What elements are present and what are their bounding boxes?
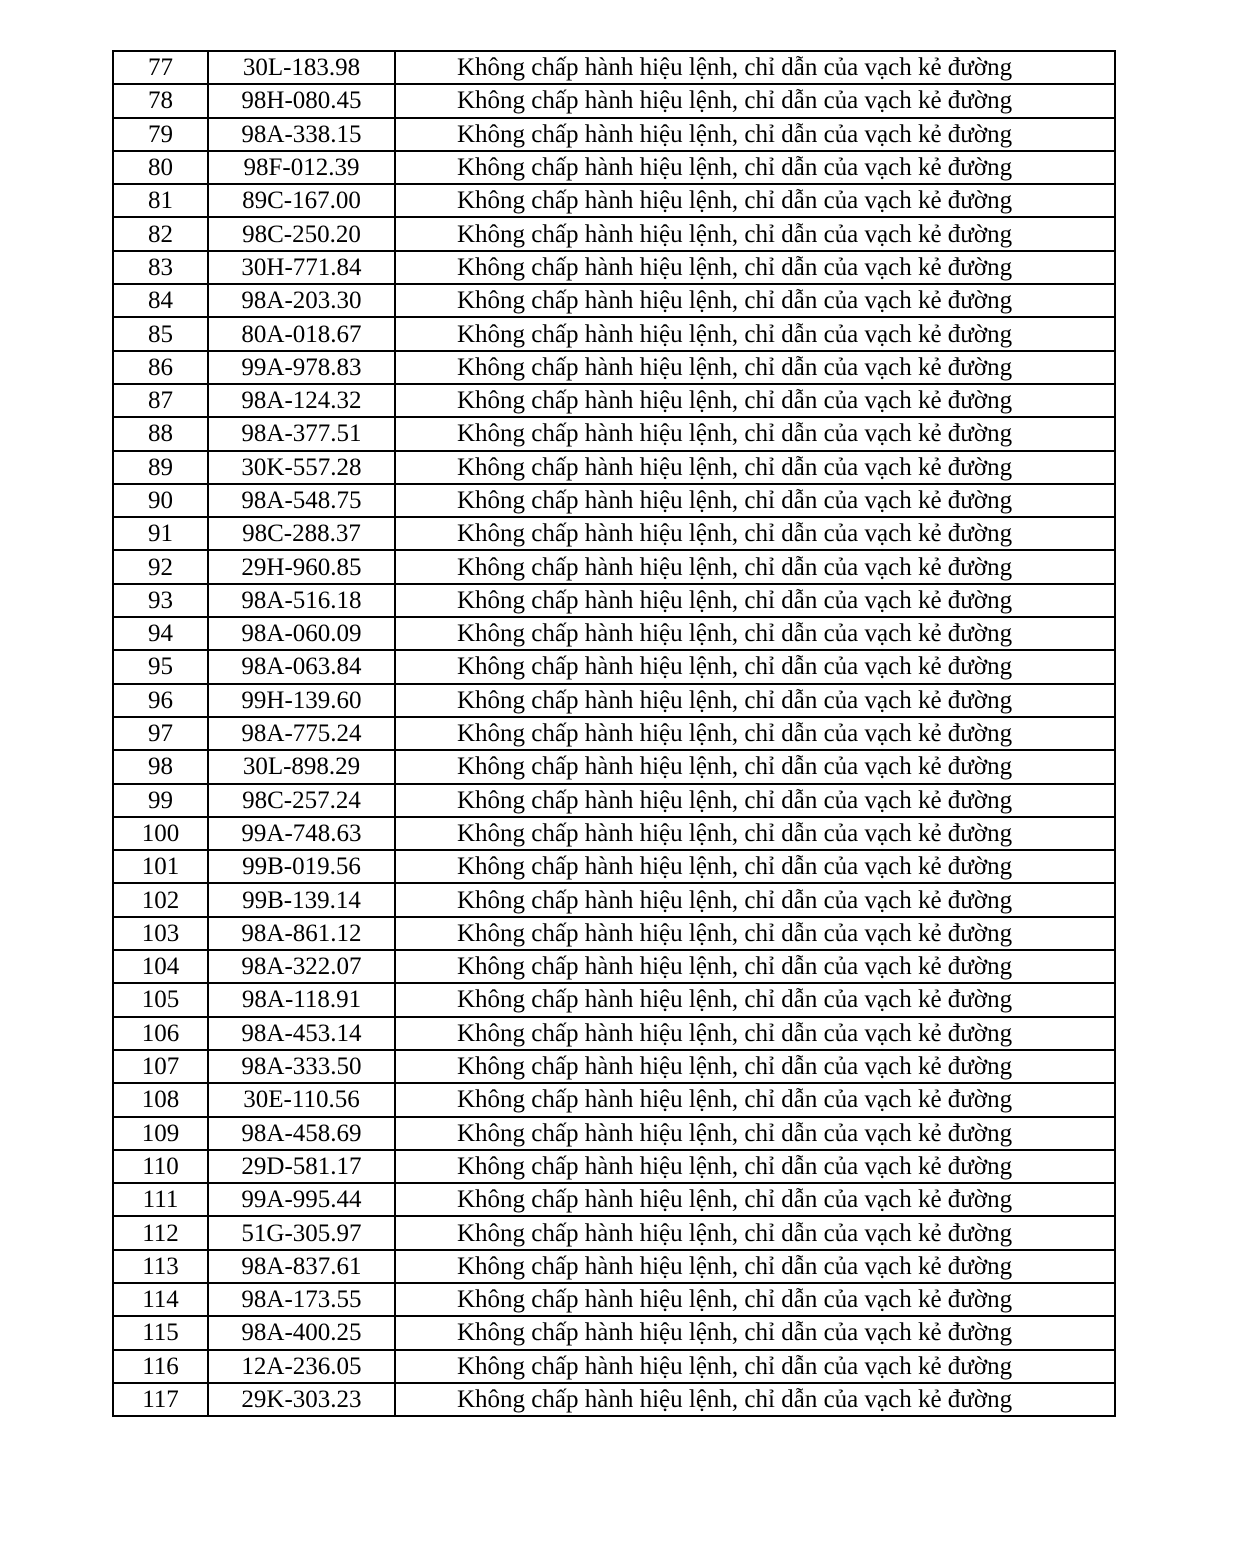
license-plate-cell: 98A-060.09 xyxy=(208,617,395,650)
violation-cell: Không chấp hành hiệu lệnh, chỉ dẫn của vạch kẻ đường xyxy=(395,1283,1115,1316)
row-number-cell: 113 xyxy=(113,1250,208,1283)
row-number-cell: 111 xyxy=(113,1183,208,1216)
license-plate-cell: 98A-861.12 xyxy=(208,917,395,950)
violation-cell: Không chấp hành hiệu lệnh, chỉ dẫn của vạch kẻ đường xyxy=(395,817,1115,850)
license-plate-cell: 98A-333.50 xyxy=(208,1050,395,1083)
license-plate-cell: 98C-288.37 xyxy=(208,517,395,550)
table-row xyxy=(113,1083,1115,1116)
row-number-cell: 117 xyxy=(113,1383,208,1416)
table-row xyxy=(113,817,1115,850)
table-row xyxy=(113,883,1115,916)
license-plate-cell: 98A-063.84 xyxy=(208,650,395,683)
violation-cell: Không chấp hành hiệu lệnh, chỉ dẫn của vạch kẻ đường xyxy=(395,584,1115,617)
row-number-cell: 99 xyxy=(113,784,208,817)
table-row xyxy=(113,517,1115,550)
row-number-cell: 95 xyxy=(113,650,208,683)
license-plate-cell: 99A-995.44 xyxy=(208,1183,395,1216)
row-number-cell: 107 xyxy=(113,1050,208,1083)
license-plate-cell: 98F-012.39 xyxy=(208,151,395,184)
violation-cell: Không chấp hành hiệu lệnh, chỉ dẫn của vạch kẻ đường xyxy=(395,51,1115,84)
row-number-cell: 116 xyxy=(113,1350,208,1383)
violation-cell: Không chấp hành hiệu lệnh, chỉ dẫn của vạch kẻ đường xyxy=(395,251,1115,284)
row-number-cell: 91 xyxy=(113,517,208,550)
violation-cell: Không chấp hành hiệu lệnh, chỉ dẫn của vạch kẻ đường xyxy=(395,917,1115,950)
violation-cell: Không chấp hành hiệu lệnh, chỉ dẫn của vạch kẻ đường xyxy=(395,517,1115,550)
violation-cell: Không chấp hành hiệu lệnh, chỉ dẫn của vạch kẻ đường xyxy=(395,550,1115,583)
license-plate-cell: 98A-453.14 xyxy=(208,1017,395,1050)
row-number-cell: 112 xyxy=(113,1216,208,1249)
table-row xyxy=(113,284,1115,317)
table-row xyxy=(113,650,1115,683)
table-row xyxy=(113,151,1115,184)
license-plate-cell: 30L-898.29 xyxy=(208,750,395,783)
license-plate-cell: 98A-124.32 xyxy=(208,384,395,417)
table-row xyxy=(113,351,1115,384)
license-plate-cell: 98A-203.30 xyxy=(208,284,395,317)
row-number-cell: 110 xyxy=(113,1150,208,1183)
table-row xyxy=(113,1017,1115,1050)
row-number-cell: 109 xyxy=(113,1117,208,1150)
license-plate-cell: 29D-581.17 xyxy=(208,1150,395,1183)
row-number-cell: 82 xyxy=(113,217,208,250)
license-plate-cell: 98A-775.24 xyxy=(208,717,395,750)
row-number-cell: 77 xyxy=(113,51,208,84)
row-number-cell: 103 xyxy=(113,917,208,950)
violation-cell: Không chấp hành hiệu lệnh, chỉ dẫn của vạch kẻ đường xyxy=(395,118,1115,151)
license-plate-cell: 98A-516.18 xyxy=(208,584,395,617)
violation-cell: Không chấp hành hiệu lệnh, chỉ dẫn của vạch kẻ đường xyxy=(395,384,1115,417)
violation-cell: Không chấp hành hiệu lệnh, chỉ dẫn của vạch kẻ đường xyxy=(395,1050,1115,1083)
license-plate-cell: 80A-018.67 xyxy=(208,317,395,350)
license-plate-cell: 98C-250.20 xyxy=(208,217,395,250)
violation-cell: Không chấp hành hiệu lệnh, chỉ dẫn của vạch kẻ đường xyxy=(395,217,1115,250)
violation-cell: Không chấp hành hiệu lệnh, chỉ dẫn của vạch kẻ đường xyxy=(395,184,1115,217)
violation-cell: Không chấp hành hiệu lệnh, chỉ dẫn của vạch kẻ đường xyxy=(395,1250,1115,1283)
row-number-cell: 101 xyxy=(113,850,208,883)
license-plate-cell: 98A-338.15 xyxy=(208,118,395,151)
violation-cell: Không chấp hành hiệu lệnh, chỉ dẫn của vạch kẻ đường xyxy=(395,983,1115,1016)
table-row xyxy=(113,1216,1115,1249)
license-plate-cell: 98A-837.61 xyxy=(208,1250,395,1283)
row-number-cell: 96 xyxy=(113,684,208,717)
table-row xyxy=(113,750,1115,783)
license-plate-cell: 30K-557.28 xyxy=(208,451,395,484)
license-plate-cell: 51G-305.97 xyxy=(208,1216,395,1249)
violation-cell: Không chấp hành hiệu lệnh, chỉ dẫn của vạch kẻ đường xyxy=(395,151,1115,184)
row-number-cell: 94 xyxy=(113,617,208,650)
table-row xyxy=(113,1283,1115,1316)
violation-cell: Không chấp hành hiệu lệnh, chỉ dẫn của vạch kẻ đường xyxy=(395,1117,1115,1150)
license-plate-cell: 98A-458.69 xyxy=(208,1117,395,1150)
table-row xyxy=(113,684,1115,717)
license-plate-cell: 99A-978.83 xyxy=(208,351,395,384)
violation-cell: Không chấp hành hiệu lệnh, chỉ dẫn của vạch kẻ đường xyxy=(395,617,1115,650)
license-plate-cell: 98C-257.24 xyxy=(208,784,395,817)
table-row xyxy=(113,1150,1115,1183)
table-row xyxy=(113,917,1115,950)
row-number-cell: 97 xyxy=(113,717,208,750)
table-row xyxy=(113,550,1115,583)
license-plate-cell: 30H-771.84 xyxy=(208,251,395,284)
table-body xyxy=(113,51,1115,1416)
violation-cell: Không chấp hành hiệu lệnh, chỉ dẫn của vạch kẻ đường xyxy=(395,750,1115,783)
table-row xyxy=(113,717,1115,750)
license-plate-cell: 98A-548.75 xyxy=(208,484,395,517)
license-plate-cell: 99A-748.63 xyxy=(208,817,395,850)
violation-cell: Không chấp hành hiệu lệnh, chỉ dẫn của vạch kẻ đường xyxy=(395,417,1115,450)
table-row xyxy=(113,1350,1115,1383)
violation-cell: Không chấp hành hiệu lệnh, chỉ dẫn của vạch kẻ đường xyxy=(395,950,1115,983)
row-number-cell: 88 xyxy=(113,417,208,450)
row-number-cell: 89 xyxy=(113,451,208,484)
license-plate-cell: 12A-236.05 xyxy=(208,1350,395,1383)
table-row xyxy=(113,584,1115,617)
table-row xyxy=(113,217,1115,250)
table-row xyxy=(113,417,1115,450)
license-plate-cell: 29K-303.23 xyxy=(208,1383,395,1416)
license-plate-cell: 29H-960.85 xyxy=(208,550,395,583)
table-row xyxy=(113,384,1115,417)
table-row xyxy=(113,1117,1115,1150)
violation-cell: Không chấp hành hiệu lệnh, chỉ dẫn của vạch kẻ đường xyxy=(395,1216,1115,1249)
violation-cell: Không chấp hành hiệu lệnh, chỉ dẫn của vạch kẻ đường xyxy=(395,351,1115,384)
table-row xyxy=(113,1383,1115,1416)
table-row xyxy=(113,1050,1115,1083)
table-row xyxy=(113,484,1115,517)
row-number-cell: 102 xyxy=(113,883,208,916)
table-row xyxy=(113,184,1115,217)
license-plate-cell: 98H-080.45 xyxy=(208,84,395,117)
violation-cell: Không chấp hành hiệu lệnh, chỉ dẫn của vạch kẻ đường xyxy=(395,284,1115,317)
table-row xyxy=(113,317,1115,350)
violation-cell: Không chấp hành hiệu lệnh, chỉ dẫn của vạch kẻ đường xyxy=(395,1017,1115,1050)
row-number-cell: 115 xyxy=(113,1316,208,1349)
violation-cell: Không chấp hành hiệu lệnh, chỉ dẫn của vạch kẻ đường xyxy=(395,1183,1115,1216)
row-number-cell: 87 xyxy=(113,384,208,417)
row-number-cell: 93 xyxy=(113,584,208,617)
table-row xyxy=(113,617,1115,650)
violation-cell: Không chấp hành hiệu lệnh, chỉ dẫn của vạch kẻ đường xyxy=(395,1383,1115,1416)
row-number-cell: 92 xyxy=(113,550,208,583)
violations-table xyxy=(112,50,1116,1417)
license-plate-cell: 99B-139.14 xyxy=(208,883,395,916)
row-number-cell: 106 xyxy=(113,1017,208,1050)
table-row xyxy=(113,784,1115,817)
violation-cell: Không chấp hành hiệu lệnh, chỉ dẫn của vạch kẻ đường xyxy=(395,484,1115,517)
row-number-cell: 79 xyxy=(113,118,208,151)
violation-cell: Không chấp hành hiệu lệnh, chỉ dẫn của vạch kẻ đường xyxy=(395,84,1115,117)
row-number-cell: 105 xyxy=(113,983,208,1016)
row-number-cell: 98 xyxy=(113,750,208,783)
table-row xyxy=(113,850,1115,883)
violation-cell: Không chấp hành hiệu lệnh, chỉ dẫn của vạch kẻ đường xyxy=(395,1316,1115,1349)
row-number-cell: 83 xyxy=(113,251,208,284)
violation-cell: Không chấp hành hiệu lệnh, chỉ dẫn của vạch kẻ đường xyxy=(395,717,1115,750)
row-number-cell: 108 xyxy=(113,1083,208,1116)
license-plate-cell: 98A-322.07 xyxy=(208,950,395,983)
license-plate-cell: 30E-110.56 xyxy=(208,1083,395,1116)
violation-cell: Không chấp hành hiệu lệnh, chỉ dẫn của vạch kẻ đường xyxy=(395,317,1115,350)
license-plate-cell: 99B-019.56 xyxy=(208,850,395,883)
license-plate-cell: 89C-167.00 xyxy=(208,184,395,217)
violation-cell: Không chấp hành hiệu lệnh, chỉ dẫn của vạch kẻ đường xyxy=(395,650,1115,683)
violation-cell: Không chấp hành hiệu lệnh, chỉ dẫn của vạch kẻ đường xyxy=(395,1350,1115,1383)
table-row xyxy=(113,950,1115,983)
table-row xyxy=(113,84,1115,117)
row-number-cell: 104 xyxy=(113,950,208,983)
table-row xyxy=(113,51,1115,84)
violation-cell: Không chấp hành hiệu lệnh, chỉ dẫn của vạch kẻ đường xyxy=(395,1150,1115,1183)
license-plate-cell: 99H-139.60 xyxy=(208,684,395,717)
table-row xyxy=(113,251,1115,284)
row-number-cell: 81 xyxy=(113,184,208,217)
violation-cell: Không chấp hành hiệu lệnh, chỉ dẫn của vạch kẻ đường xyxy=(395,883,1115,916)
table-row xyxy=(113,1316,1115,1349)
violation-cell: Không chấp hành hiệu lệnh, chỉ dẫn của vạch kẻ đường xyxy=(395,1083,1115,1116)
violation-cell: Không chấp hành hiệu lệnh, chỉ dẫn của vạch kẻ đường xyxy=(395,784,1115,817)
row-number-cell: 85 xyxy=(113,317,208,350)
license-plate-cell: 98A-400.25 xyxy=(208,1316,395,1349)
table-row xyxy=(113,983,1115,1016)
row-number-cell: 80 xyxy=(113,151,208,184)
violation-cell: Không chấp hành hiệu lệnh, chỉ dẫn của vạch kẻ đường xyxy=(395,850,1115,883)
row-number-cell: 78 xyxy=(113,84,208,117)
license-plate-cell: 98A-118.91 xyxy=(208,983,395,1016)
violation-cell: Không chấp hành hiệu lệnh, chỉ dẫn của vạch kẻ đường xyxy=(395,451,1115,484)
violation-cell: Không chấp hành hiệu lệnh, chỉ dẫn của vạch kẻ đường xyxy=(395,684,1115,717)
table-row xyxy=(113,118,1115,151)
row-number-cell: 114 xyxy=(113,1283,208,1316)
license-plate-cell: 98A-377.51 xyxy=(208,417,395,450)
row-number-cell: 90 xyxy=(113,484,208,517)
table-row xyxy=(113,1250,1115,1283)
table-row xyxy=(113,451,1115,484)
license-plate-cell: 98A-173.55 xyxy=(208,1283,395,1316)
license-plate-cell: 30L-183.98 xyxy=(208,51,395,84)
row-number-cell: 84 xyxy=(113,284,208,317)
row-number-cell: 86 xyxy=(113,351,208,384)
table-row xyxy=(113,1183,1115,1216)
row-number-cell: 100 xyxy=(113,817,208,850)
